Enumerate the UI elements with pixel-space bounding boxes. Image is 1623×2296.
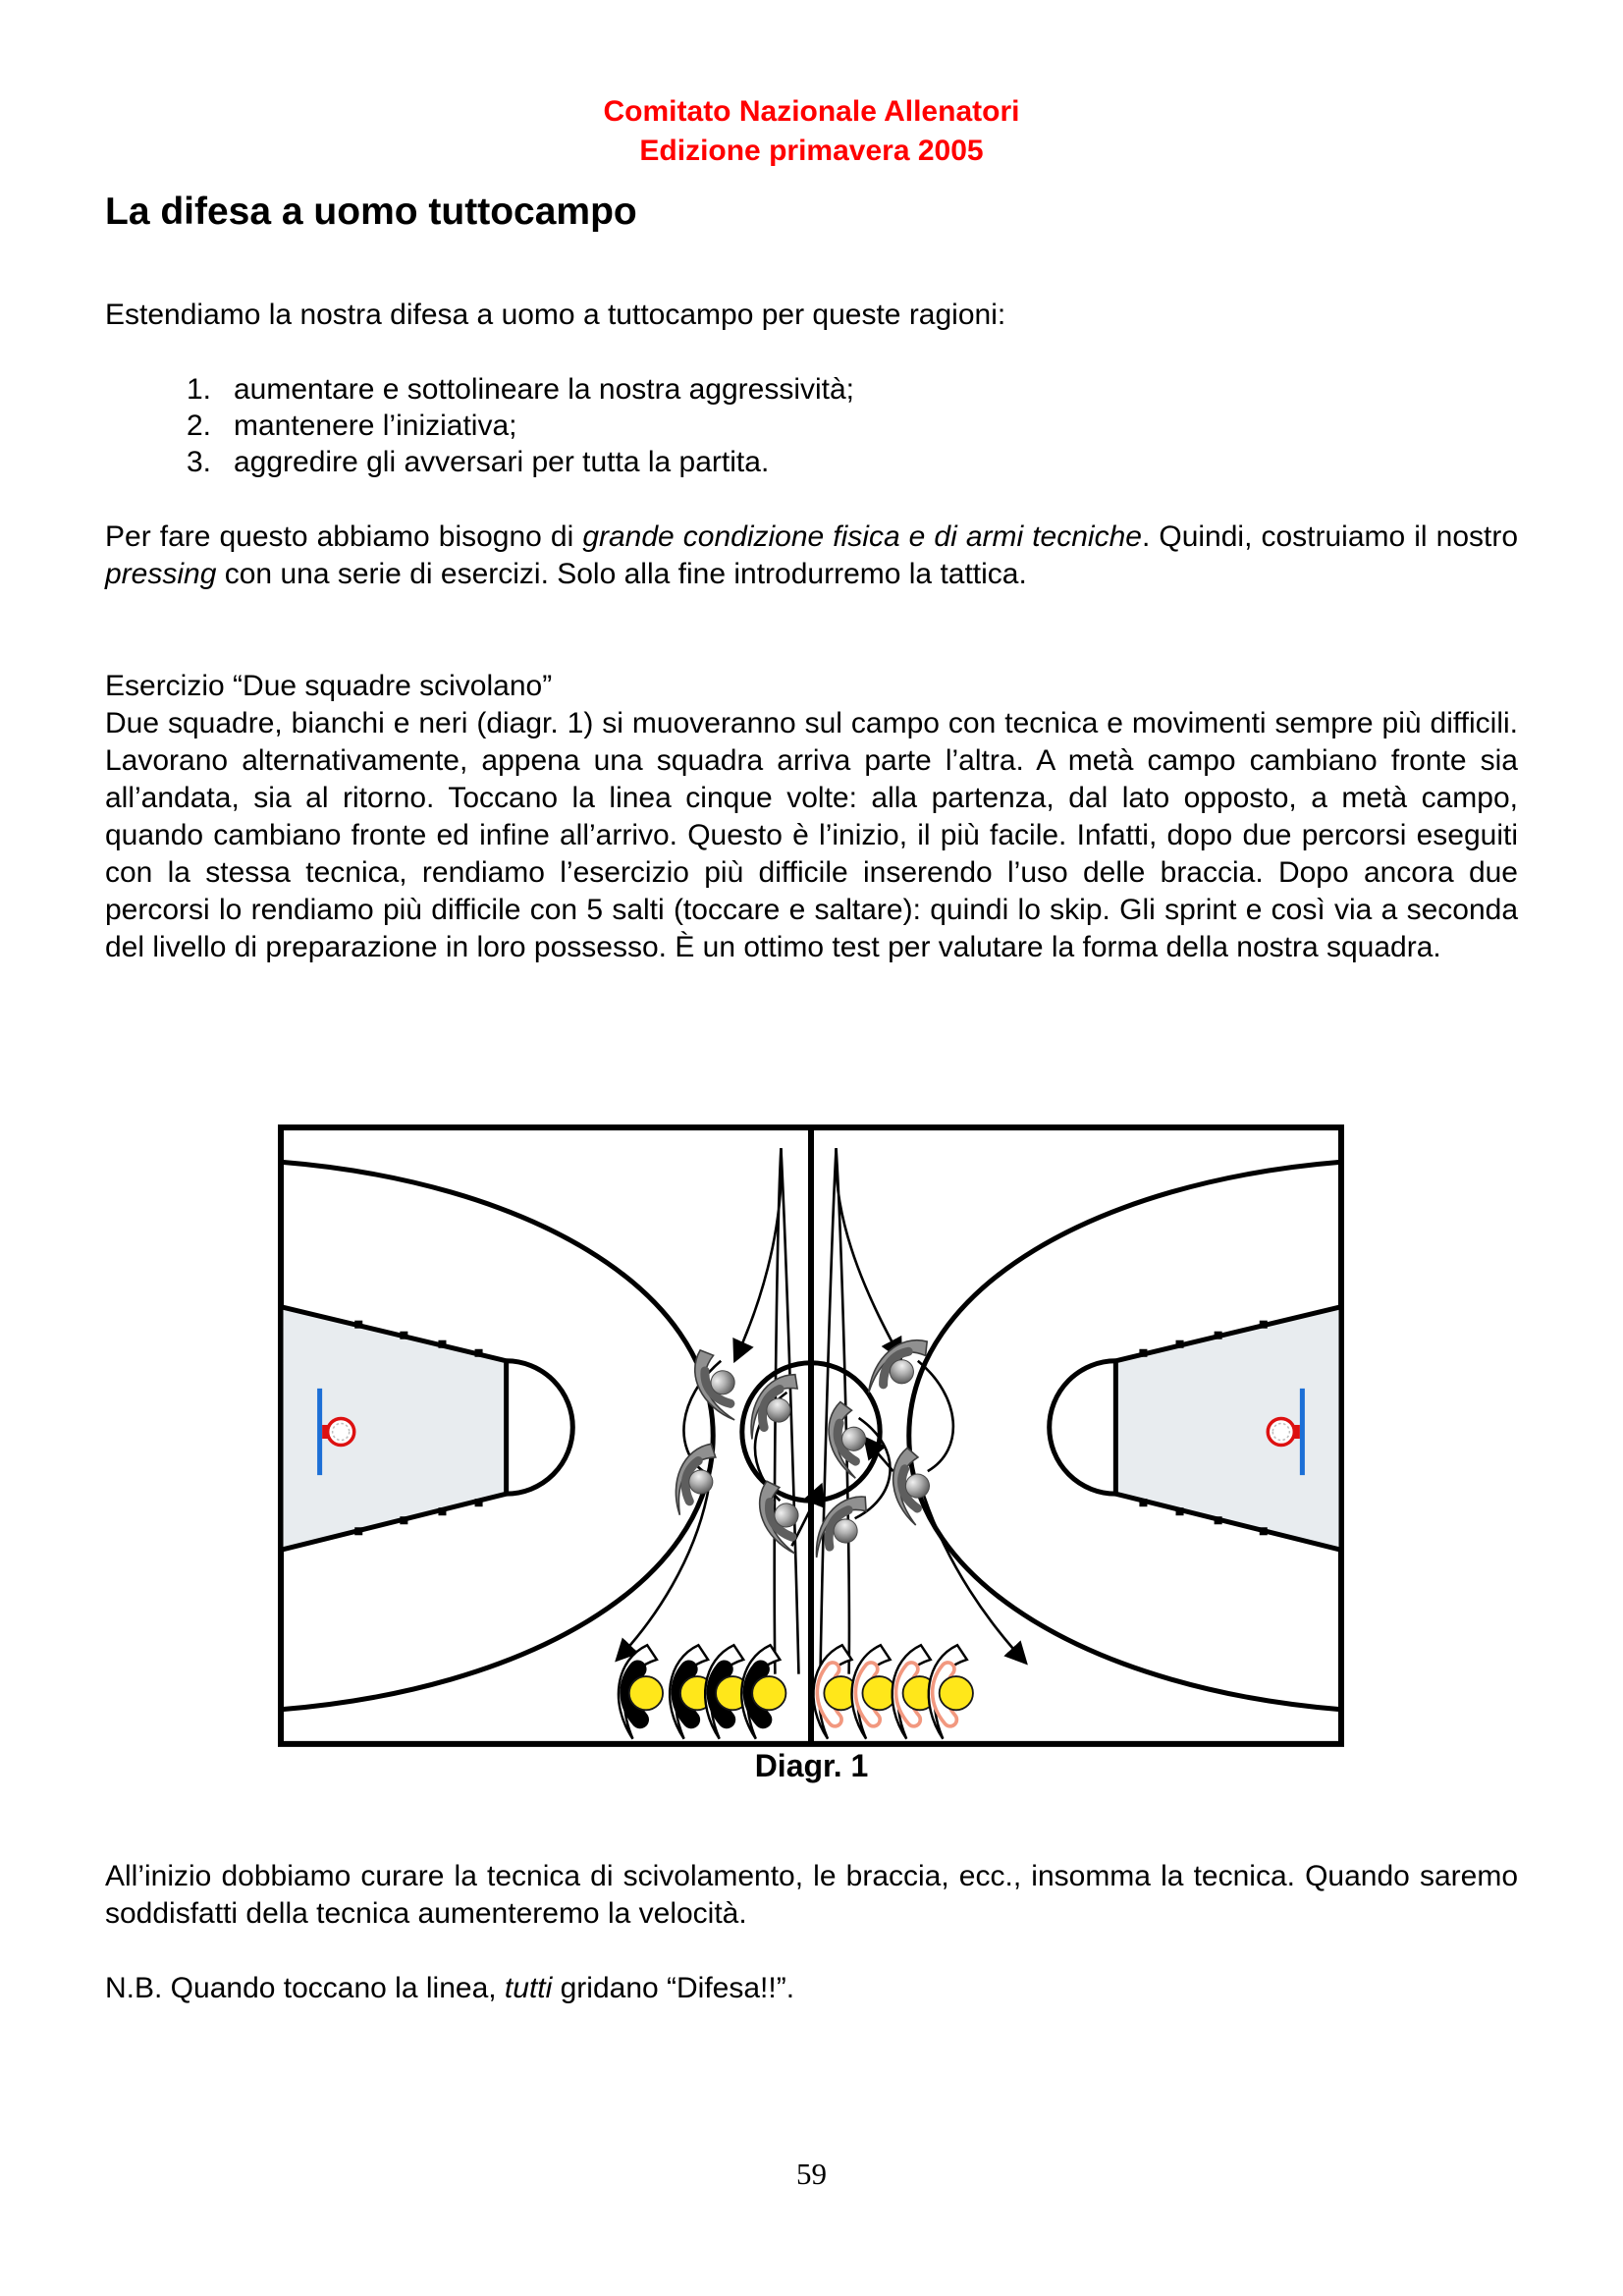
backboard: [317, 1389, 322, 1475]
list-item: [187, 408, 854, 444]
list-number: 3.: [187, 446, 212, 478]
exercise-body: Due squadre, bianchi e neri (diagr. 1) si muoveranno sul campo con tecnica e movimenti sempre più difficili. Lavorano alternativamente, appena una squadra arriva parte l’altra. A metà campo cambiano fronte sia all’andata, sia al ritorno. Toccano la linea cinque volte: alla partenza, dal lato opposto, a metà campo, quando cambiano fronte ed infine all’arrivo. Questo è l’inizio, il più facile. Infatti, dopo due percorsi eseguiti con la stessa tecnica, rendiamo l’esercizio più difficile inserendo l’uso delle braccia. Dopo ancora due percorsi lo rendiamo più difficile con 5 salti (toccare e saltare): quindi lo skip. Gli sprint e così via a seconda del livello di preparazione in loro possesso. È un ottimo test per valutare la forma della nostra squadra.: [105, 707, 1518, 963]
court-diagram: [278, 1124, 1344, 1747]
reasons-list: [187, 371, 854, 480]
basket-hoop: [328, 1418, 354, 1445]
basketball-court-svg: [278, 1124, 1344, 1747]
list-text: mantenere l’iniziativa;: [234, 410, 517, 442]
backboard: [1300, 1389, 1305, 1475]
exercise-heading: Esercizio “Due squadre scivolano”: [105, 670, 553, 702]
list-number: 1.: [187, 373, 212, 406]
diagram-caption: Diagr. 1: [754, 1748, 869, 1783]
intro-paragraph: Estendiamo la nostra difesa a uomo a tuttocampo per queste ragioni:: [105, 299, 1006, 331]
nb-note: N.B. Quando toccano la linea, tutti gridano “Difesa!!”.: [105, 1972, 795, 2004]
page-title: La difesa a uomo tuttocampo: [105, 191, 637, 233]
page-header: [0, 92, 1623, 171]
list-text: aggredire gli avversari per tutta la partita.: [234, 446, 770, 478]
list-text: aumentare e sottolineare la nostra aggressività;: [234, 373, 855, 406]
after-diagram-paragraph: All’inizio dobbiamo curare la tecnica di scivolamento, le braccia, ecc., insomma la tecnica. Quando saremo soddisfatti della tecnica aumenteremo la velocità.: [105, 1860, 1518, 1930]
header-line2: Edizione primavera 2005: [639, 135, 984, 167]
header-line1: Comitato Nazionale Allenatori: [603, 95, 1020, 128]
exercise-section: [105, 668, 1518, 966]
list-number: 2.: [187, 410, 212, 442]
pressing-paragraph: Per fare questo abbiamo bisogno di grande condizione fisica e di armi tecniche. Quindi, costruiamo il nostro pressing con una serie di esercizi. Solo alla fine introdurremo la tattica.: [105, 520, 1519, 590]
basket-hoop: [1268, 1418, 1294, 1445]
list-item: [187, 444, 854, 480]
list-item: [187, 371, 854, 408]
page-number: 59: [796, 2157, 827, 2191]
